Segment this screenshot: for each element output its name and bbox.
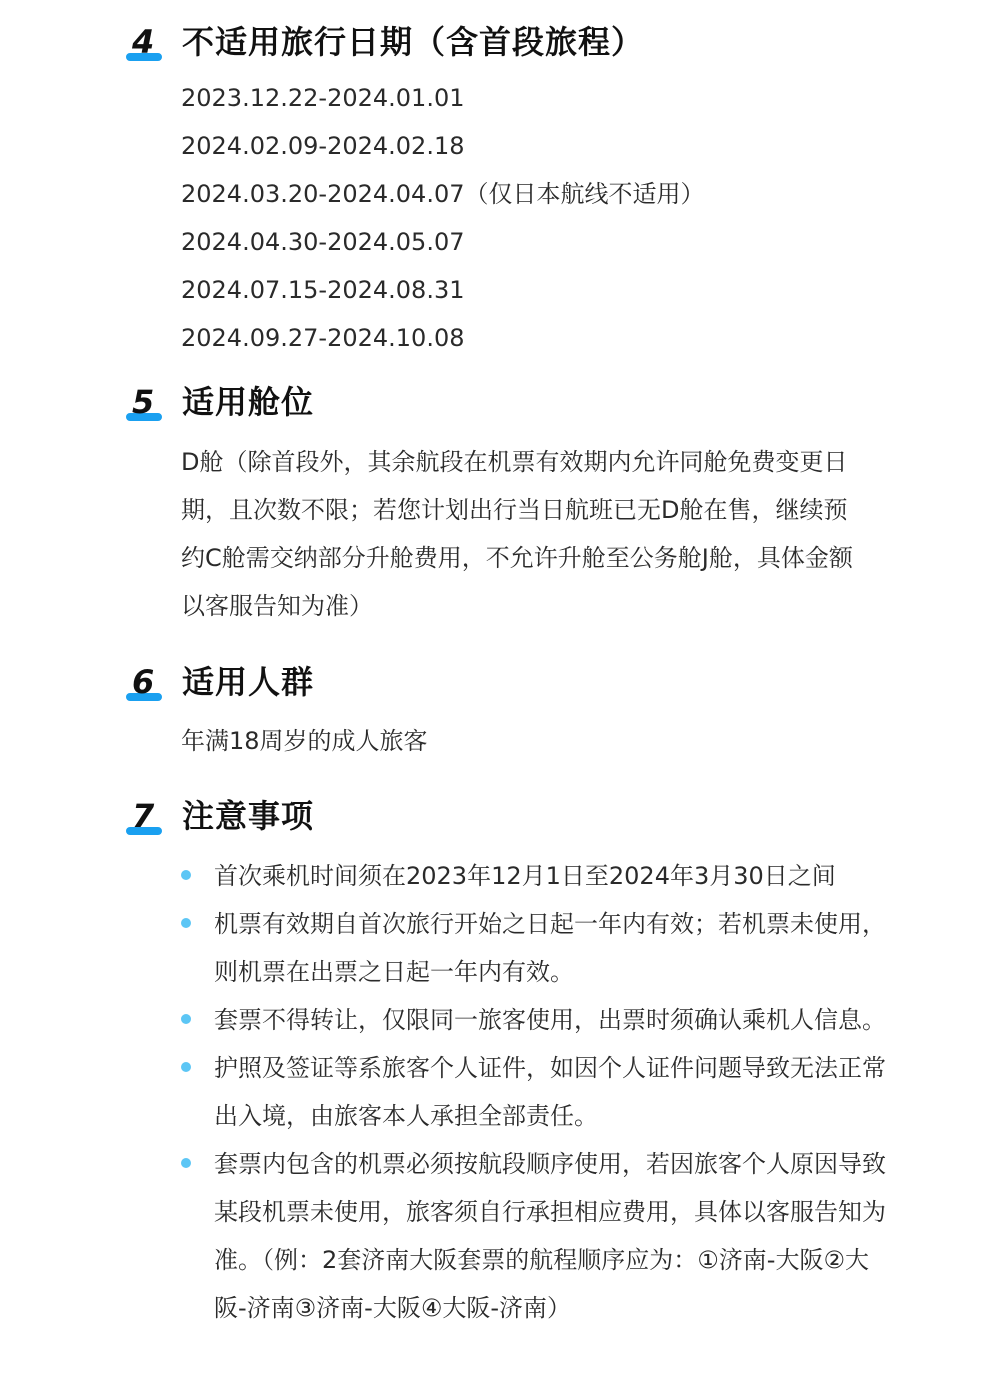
- section-number: 6: [132, 663, 155, 701]
- section-number: 4: [132, 23, 155, 61]
- section-number-badge: [124, 380, 162, 424]
- list-item: [181, 852, 893, 900]
- date-range: 2024.02.09-2024.02.18: [181, 132, 465, 160]
- list-item: [181, 1140, 893, 1332]
- section-number-badge: [124, 660, 162, 704]
- list-item-text: 套票内包含的机票必须按航段顺序使用，若因旅客个人原因导致某段机票未使用，旅客须自行承担相应费用，具体以客服告知为准。（例：2套济南大阪套票的航程顺序应为：①济南-大阪②大阪-济南③济南-大阪④大阪-济南）: [214, 1150, 886, 1322]
- list-item: [181, 996, 893, 1044]
- cabin-description: D舱（除首段外，其余航段在机票有效期内允许同舱免费变更日期，且次数不限；若您计划出行当日航班已无D舱在售，继续预约C舱需交纳部分升舱费用，不允许升舱至公务舱J舱，具体金额以客服告知为准）: [181, 448, 853, 620]
- section-title: 注意事项: [182, 797, 315, 835]
- section-number-badge: [124, 794, 162, 838]
- section-number-badge: [124, 20, 162, 64]
- bullet-dot-icon: [181, 1014, 191, 1024]
- notes-list: [181, 852, 893, 1332]
- bullet-dot-icon: [181, 870, 191, 880]
- list-item-text: 护照及签证等系旅客个人证件，如因个人证件问题导致无法正常出入境，由旅客本人承担全部责任。: [214, 1054, 886, 1130]
- list-item-text: 机票有效期自首次旅行开始之日起一年内有效；若机票未使用，则机票在出票之日起一年内有效。: [214, 910, 886, 986]
- date-list: [181, 74, 881, 362]
- list-item: [181, 1044, 893, 1140]
- section-title: 适用舱位: [182, 383, 315, 421]
- date-range: 2024.09.27-2024.10.08: [181, 324, 465, 352]
- section-title: 不适用旅行日期（含首段旅程）: [182, 23, 645, 61]
- section-title: 适用人群: [182, 663, 315, 701]
- date-range: 2024.07.15-2024.08.31: [181, 276, 465, 304]
- list-item-text: 套票不得转让，仅限同一旅客使用，出票时须确认乘机人信息。: [214, 1006, 886, 1034]
- eligible-passengers: 年满18周岁的成人旅客: [181, 727, 428, 755]
- list-item-text: 首次乘机时间须在2023年12月1日至2024年3月30日之间: [214, 862, 836, 890]
- bullet-dot-icon: [181, 918, 191, 928]
- bullet-dot-icon: [181, 1158, 191, 1168]
- list-item: [181, 900, 893, 996]
- bullet-dot-icon: [181, 1062, 191, 1072]
- date-range: 2023.12.22-2024.01.01: [181, 84, 465, 112]
- section-number: 7: [132, 797, 155, 835]
- date-range: 2024.03.20-2024.04.07（仅日本航线不适用）: [181, 180, 705, 208]
- section-number: 5: [132, 383, 155, 421]
- date-range: 2024.04.30-2024.05.07: [181, 228, 465, 256]
